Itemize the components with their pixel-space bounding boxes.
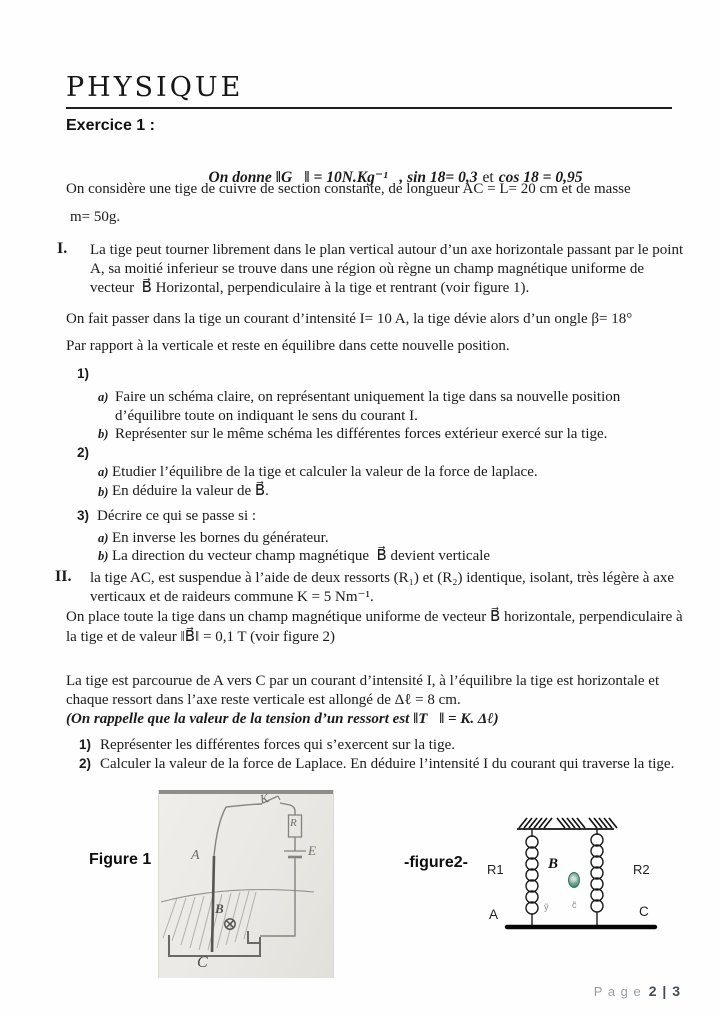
rod-upper-wire	[214, 807, 226, 856]
switch-blade	[278, 796, 280, 800]
part2-line-2: verticaux et de raideurs commune K = 5 Nm⁻¹.	[90, 589, 374, 605]
figure1-photo	[158, 790, 334, 978]
q3a-label: a)	[98, 531, 109, 545]
part1-line-1: La tige peut tourner librement dans le plan vertical autour d’un axe horizontale passant par le point	[90, 242, 684, 258]
figure2-point-c-label: C	[639, 904, 649, 919]
figure2-tension-right-label: c̃	[572, 900, 577, 910]
figure1-point-c-label: C	[197, 954, 208, 971]
q2b-text: En déduire la valeur de B⃗.	[112, 483, 269, 499]
page-title: PHYSIQUE	[66, 72, 244, 103]
spring-left	[526, 829, 538, 927]
part2-para2-line-1: La tige est parcourue de A vers C par un courant d’intensité I, à l’équilibre la tige est horizontale et	[66, 673, 660, 689]
q1a-label: a)	[98, 390, 109, 404]
q3a-text: En inverse les bornes du générateur.	[112, 530, 329, 546]
part2-para1-line-2: la tige et de valeur ‖B⃗‖ = 0,1 T (voir figure 2)	[66, 629, 336, 645]
q1a-line-1: Faire un schéma claire, on représentant uniquement la tige dans sa nouvelle position	[115, 389, 621, 405]
intro-line-2: m= 50g.	[70, 209, 121, 225]
footer-page-word: P a g e	[593, 984, 642, 999]
q2a-text: Etudier l’équilibre de la tige et calculer la valeur de la force de laplace.	[112, 464, 538, 480]
spring-tension-note: (On rappelle que la valeur de la tension d’un ressort est ‖T⃗‖ = K. Δℓ)	[66, 711, 499, 727]
part2-numeral: II.	[55, 568, 72, 585]
figure1-point-a-label: A	[191, 848, 200, 863]
photo-edge-strip	[159, 790, 333, 794]
q2a-label: a)	[98, 465, 109, 479]
figure2-diagram	[483, 810, 668, 940]
figure2-tension-left-label: ỹ	[544, 902, 549, 912]
part2-para2-line-2: chaque ressort dans l’axe reste verticale est allongé de Δℓ = 8 cm.	[66, 692, 461, 708]
page-footer	[576, 965, 681, 1018]
part1-numeral: I.	[57, 240, 68, 257]
figure1-battery-label: E	[308, 843, 316, 858]
trough	[169, 931, 260, 956]
q1-number: 1)	[77, 366, 90, 381]
part2-q1-text: Représenter les différentes forces qui s’exercent sur la tige.	[100, 737, 455, 753]
q3b-label: b)	[98, 549, 109, 563]
part1-line-3: vecteur B⃗ Horizontal, perpendiculaire à la tige et rentrant (voir figure 1).	[90, 280, 530, 296]
intro-line-1: On considère une tige de cuivre de section constante, de longueur AC = L= 20 cm et de masse	[66, 181, 631, 197]
copper-rod	[212, 856, 214, 952]
exercise-heading: Exercice 1 :	[66, 117, 155, 134]
spring-right	[591, 829, 603, 927]
q2b-label: b)	[98, 485, 109, 499]
q1a-line-2: d’équilibre toute on indiquant le sens du courant I.	[115, 408, 418, 424]
figure2-r1-label: R1	[487, 862, 504, 877]
part1-line-2: A, sa moitié inferieur se trouve dans une région où règne un champ magnétique uniforme de	[90, 261, 644, 277]
figure2-r2-label: R2	[633, 862, 650, 877]
figure1-switch-label: K	[258, 790, 271, 807]
figure1-caption: Figure 1	[89, 851, 152, 868]
battery-symbol	[284, 851, 306, 857]
figure1-resistor-label: R	[290, 817, 297, 829]
q3b-text: La direction du vecteur champ magnétique B⃗ devient verticale	[112, 548, 491, 564]
field-into-page-icon: ⊗	[222, 914, 238, 935]
given-part2: cos 18 = 0,95	[498, 169, 583, 186]
part2-q1-number: 1)	[79, 737, 92, 752]
q1b-text: Représenter sur le même schéma les différentes forces extérieur exercé sur la tige.	[115, 426, 608, 442]
ceiling-hatch	[519, 818, 617, 828]
part2-para1-line-1: On place toute la tige dans un champ magnétique uniforme de vecteur B⃗ horizontale, perpendiculaire à	[66, 609, 683, 625]
part1-para-1: On fait passer dans la tige un courant d’intensité I= 10 A, la tige dévie alors d’un ongle β= 18°	[66, 311, 633, 327]
footer-page-number: 2 | 3	[648, 983, 682, 999]
figure2-point-a-label: A	[489, 907, 499, 922]
q3-number: 3)	[77, 508, 90, 523]
figure2-b-vector-label: B⃗	[548, 856, 570, 872]
part2-q2-text: Calculer la valeur de la force de Laplace. En déduire l’intensité I du courant qui traverse la tige.	[100, 756, 675, 772]
part2-line-1: la tige AC, est suspendue à l’aide de deux ressorts (R₁) et (R₂) identique, isolant, très légère à axe	[90, 570, 675, 586]
title-underline	[66, 107, 672, 109]
figure1-sketch	[159, 790, 333, 978]
green-bead-icon	[568, 872, 580, 888]
q1b-label: b)	[98, 427, 109, 441]
q3-text: Décrire ce qui se passe si :	[97, 508, 257, 524]
given-et: et	[482, 169, 494, 186]
figure1-b-vector-label: B⃗	[215, 901, 234, 916]
q2-number: 2)	[77, 445, 90, 460]
figure2-caption: -figure2-	[404, 854, 468, 871]
field-hatching	[163, 891, 256, 950]
part1-para-2: Par rapport à la verticale et reste en équilibre dans cette nouvelle position.	[66, 338, 510, 354]
part2-q2-number: 2)	[79, 756, 92, 771]
given-part1: On donne ‖G⃗‖ = 10N.Kg⁻¹ , sin 18= 0,3	[208, 169, 478, 186]
